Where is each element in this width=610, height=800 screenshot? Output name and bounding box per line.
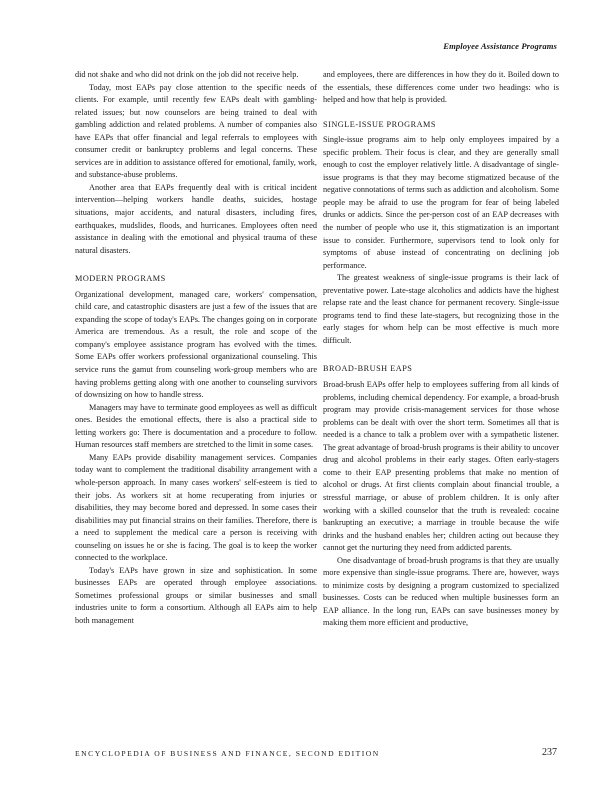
paragraph: Managers may have to terminate good employees as well as difficult ones. Besides the emotional effects, there is also a practical side to letting workers go: There is documentation and a procedure to follow. Human resources staff members are stretched to the limit in some cases.	[75, 402, 317, 450]
paragraph: Many EAPs provide disability management services. Companies today want to complement the traditional disability arrangement with a whole-person approach. In many cases workers' self-esteem is tied to their jobs. As workers sit at home recuperating from injuries or disabilities, they may become bored and depressed. In some cases their disabilities may put financial strains on their families. Therefore, there is a need to supplement the medical care a person is receiving with counseling on issues he or she is facing. The goal is to keep the worker connected to the workplace.	[75, 452, 317, 563]
footer-title: ENCYCLOPEDIA OF BUSINESS AND FINANCE, SECOND EDITION	[75, 749, 380, 758]
section-heading-broad-brush-eaps: BROAD-BRUSH EAPS	[323, 364, 413, 374]
page-footer	[75, 749, 557, 758]
paragraph: did not shake and who did not drink on the job did not receive help.	[75, 70, 299, 79]
paragraph: Organizational development, managed care, workers' compensation, child care, and catastrophic disasters are just a few of the issues that are expanding the scope of today's EAPs. The changes going on in corporate America are tremendous. As a result, the role and scope of the company's employee assistance program has evolved with the times. Some EAPs offer workers professional organizational counseling. This service runs the gamut from counseling work-group members who are having problems getting along with one another to counseling survivors of downsizing on how to handle stress.	[75, 289, 317, 400]
paragraph: Today, most EAPs pay close attention to the specific needs of clients. For example, until recently few EAPs dealt with gambling-related issues; but now counselors are being trained to deal with gambling addiction and related problems. A number of companies also have EAPs that offer financial and legal referrals to employees with consumer credit or bankruptcy problems and legal concerns. These services are in addition to assistance offered for emotional, family, work, and substance-abuse problems.	[75, 82, 317, 180]
right-column	[323, 69, 559, 630]
paragraph: One disadvantage of broad-brush programs is that they are usually more expensive than single-issue programs. There are, however, ways to minimize costs by designing a program customized to specialized businesses. Costs can be reduced when multiple businesses form an EAP alliance. In the long run, EAPs can save businesses money by making them more efficient and productive,	[323, 555, 559, 628]
paragraph: The greatest weakness of single-issue programs is their lack of preventative power. Late-stage alcoholics and addicts have the highest relapse rate and the least chance for permanent recovery. Single-issue programs tend to find these late-stagers, but recognizing those in the early stages for whom help can be most effective is much more difficult.	[323, 273, 559, 345]
paragraph: Today's EAPs have grown in size and sophistication. In some businesses EAPs are operated through employee associations. Sometimes professional groups or similar businesses and small industries unite to form a consortium. Although all EAPs aim to help both management	[75, 565, 317, 625]
paragraph: Single-issue programs aim to help only employees impaired by a specific problem. Their focus is clear, and they are generally small enough to cost the employer relatively little. A disadvantage of single-issue programs is that they may become stigmatized because of the negative connotations of terms such as addiction and alcoholism. Some people may be afraid to use the program for fear of being labeled drunks or addicts. Since the per-person cost of an EAP decreases with the number of people who use it, this stigmatization is an important issue to consider. Furthermore, supervisors tend to look only for symptoms of abuse instead of concentrating on declining job performance.	[323, 135, 559, 270]
section-heading-modern-programs: MODERN PROGRAMS	[75, 274, 166, 284]
page-number: 237	[542, 747, 557, 758]
paragraph: Broad-brush EAPs offer help to employees suffering from all kinds of problems, including chemical dependency. For example, a broad-brush program may provide crisis-management services for those whose problems can be dealt with over the short term. Sometimes all that is needed is a chance to talk a problem over with a sympathetic listener. The great advantage of broad-brush programs is their ability to uncover drug and alcohol problems in their early stages. Often early-stagers come to their EAP presenting problems that make no mention of alcohol or drugs. At first clients complain about financial trouble, a stressful marriage, or abuse of problem children. It is only after working with a skilled counselor that the truth is revealed: cocaine bankrupting an executive; a marriage in trouble because the wife drinks and the husband enables her; children acting out because they cannot get the nurturing they need from addicted parents.	[323, 380, 559, 553]
left-column	[75, 69, 317, 628]
paragraph: and employees, there are differences in how they do it. Boiled down to the essentials, these differences come under two headings: who is helped and how that help is provided.	[323, 70, 559, 105]
paragraph: Another area that EAPs frequently deal with is critical incident intervention—helping workers handle deaths, suicides, hostage situations, major accidents, and natural disasters, including fires, earthquakes, mudslides, floods, and hurricanes. Employees often need assistance in dealing with the emotional and physical trauma of these natural disasters.	[75, 182, 317, 255]
running-head: Employee Assistance Programs	[443, 41, 557, 51]
section-heading-single-issue-programs: SINGLE-ISSUE PROGRAMS	[323, 119, 436, 129]
